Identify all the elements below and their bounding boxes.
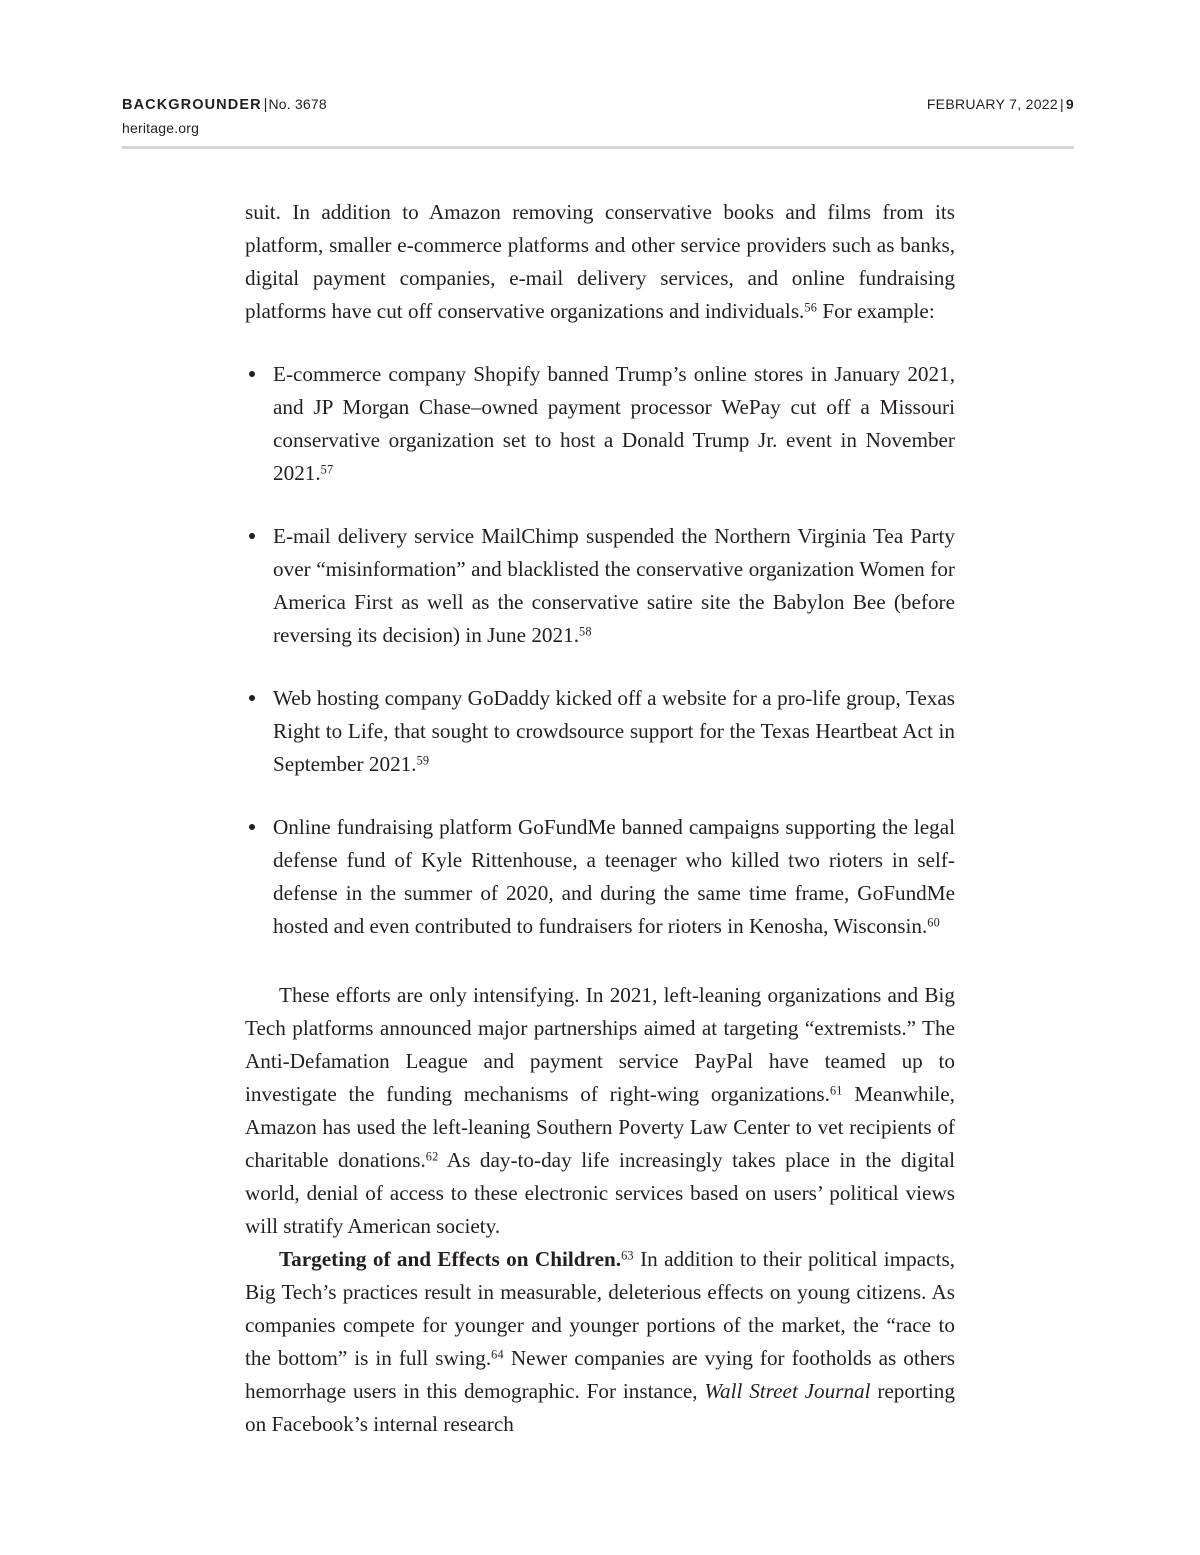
- date-separator: |: [1059, 96, 1064, 112]
- list-item-text: Web hosting company GoDaddy kicked off a website for a pro-life group, Texas Right to Life, that sought to crowdsource support for the Texas Heartbeat Act in September 2021.: [273, 686, 955, 776]
- run-in-heading: Targeting of and Effects on Children.: [279, 1247, 622, 1271]
- issue-number: No. 3678: [268, 96, 327, 112]
- footnote-ref-58[interactable]: 58: [579, 624, 592, 639]
- efforts-segment-3: As day-to-day life increasingly takes place in the digital world, denial of access to these electronic services based on users’ political views will stratify American society.: [245, 1148, 955, 1238]
- list-item: [245, 811, 955, 943]
- paragraph-efforts: [245, 979, 955, 1243]
- examples-list: [245, 358, 955, 943]
- bullet-dot-icon: [249, 824, 255, 830]
- list-item-text: E-commerce company Shopify banned Trump’s online stores in January 2021, and JP Morgan Chase–owned payment processor WePay cut off a Missouri conservative organization set to host a Donald Trump Jr. event in November 2021.: [273, 362, 955, 485]
- running-head-left: [122, 96, 327, 113]
- publication-date: FEBRUARY 7, 2022: [926, 96, 1058, 112]
- list-item: [245, 520, 955, 652]
- footnote-ref-62[interactable]: 62: [425, 1149, 439, 1164]
- lead-text-before-note: suit. In addition to Amazon removing conservative books and films from its platform, smaller e-commerce platforms and other service providers such as banks, digital payment companies, e-mail delivery services, and online fundraising platforms have cut off conservative organizations and individuals.: [245, 200, 955, 323]
- lead-text-after-note: For example:: [817, 299, 935, 323]
- website-url: heritage.org: [122, 120, 200, 136]
- list-item: [245, 358, 955, 490]
- running-head: [122, 96, 1074, 113]
- children-segment-2: Newer companies are vying for footholds as others hemorrhage users in this demographic. For instance,: [245, 1346, 956, 1403]
- footnote-ref-56[interactable]: 56: [804, 300, 818, 315]
- list-item: [245, 682, 955, 781]
- footnote-ref-61[interactable]: 61: [829, 1083, 843, 1098]
- bullet-list-wrapper: [245, 358, 955, 943]
- running-head-row: [122, 96, 1074, 113]
- efforts-segment-2: Meanwhile, Amazon has used the left-leaning Southern Poverty Law Center to vet recipients of charitable donations.: [245, 1082, 955, 1172]
- footnote-ref-57[interactable]: 57: [320, 462, 334, 477]
- bullet-dot-icon: [249, 533, 255, 539]
- footnote-ref-59[interactable]: 59: [416, 753, 430, 768]
- efforts-segment-1: These efforts are only intensifying. In 2021, left-leaning organizations and Big Tech platforms announced major partnerships aimed at targeting “extremists.” The Anti-Defamation League and payment service PayPal have teamed up to investigate the funding mechanisms of right-wing organizations.: [245, 983, 955, 1106]
- children-segment-1: In addition to their political impacts, Big Tech’s practices result in measurable, deleterious effects on young citizens. As companies compete for younger and younger portions of the market, the “race to the bottom” is in full swing.: [245, 1247, 956, 1370]
- footnote-ref-64[interactable]: 64: [491, 1347, 504, 1362]
- list-item-text: E-mail delivery service MailChimp suspended the Northern Virginia Tea Party over “misinformation” and blacklisted the conservative organization Women for America First as well as the conservative satire site the Babylon Bee (before reversing its decision) in June 2021.: [273, 524, 955, 647]
- publication-brand: BACKGROUNDER: [122, 97, 262, 113]
- brand-separator: |: [263, 97, 268, 113]
- children-segment-3: reporting on Facebook’s internal research: [245, 1379, 955, 1436]
- page-number: 9: [1065, 96, 1074, 112]
- running-head-right: [927, 96, 1074, 112]
- header-divider: [122, 146, 1074, 149]
- footnote-ref-60[interactable]: 60: [927, 915, 940, 930]
- paragraph-children: [245, 1243, 955, 1441]
- bullet-dot-icon: [249, 695, 255, 701]
- closing-paragraphs: [245, 979, 955, 1441]
- footnote-ref-63[interactable]: 63: [621, 1248, 634, 1263]
- lead-paragraph: [245, 196, 955, 328]
- page-content: [245, 196, 955, 1441]
- bullet-dot-icon: [249, 371, 255, 377]
- list-item-text: Online fundraising platform GoFundMe banned campaigns supporting the legal defense fund of Kyle Rittenhouse, a teenager who killed two rioters in self-defense in the summer of 2020, and during the same time frame, GoFundMe hosted and even contributed to fundraisers for rioters in Kenosha, Wisconsin.: [273, 815, 955, 938]
- cited-publication-title: Wall Street Journal: [704, 1379, 871, 1403]
